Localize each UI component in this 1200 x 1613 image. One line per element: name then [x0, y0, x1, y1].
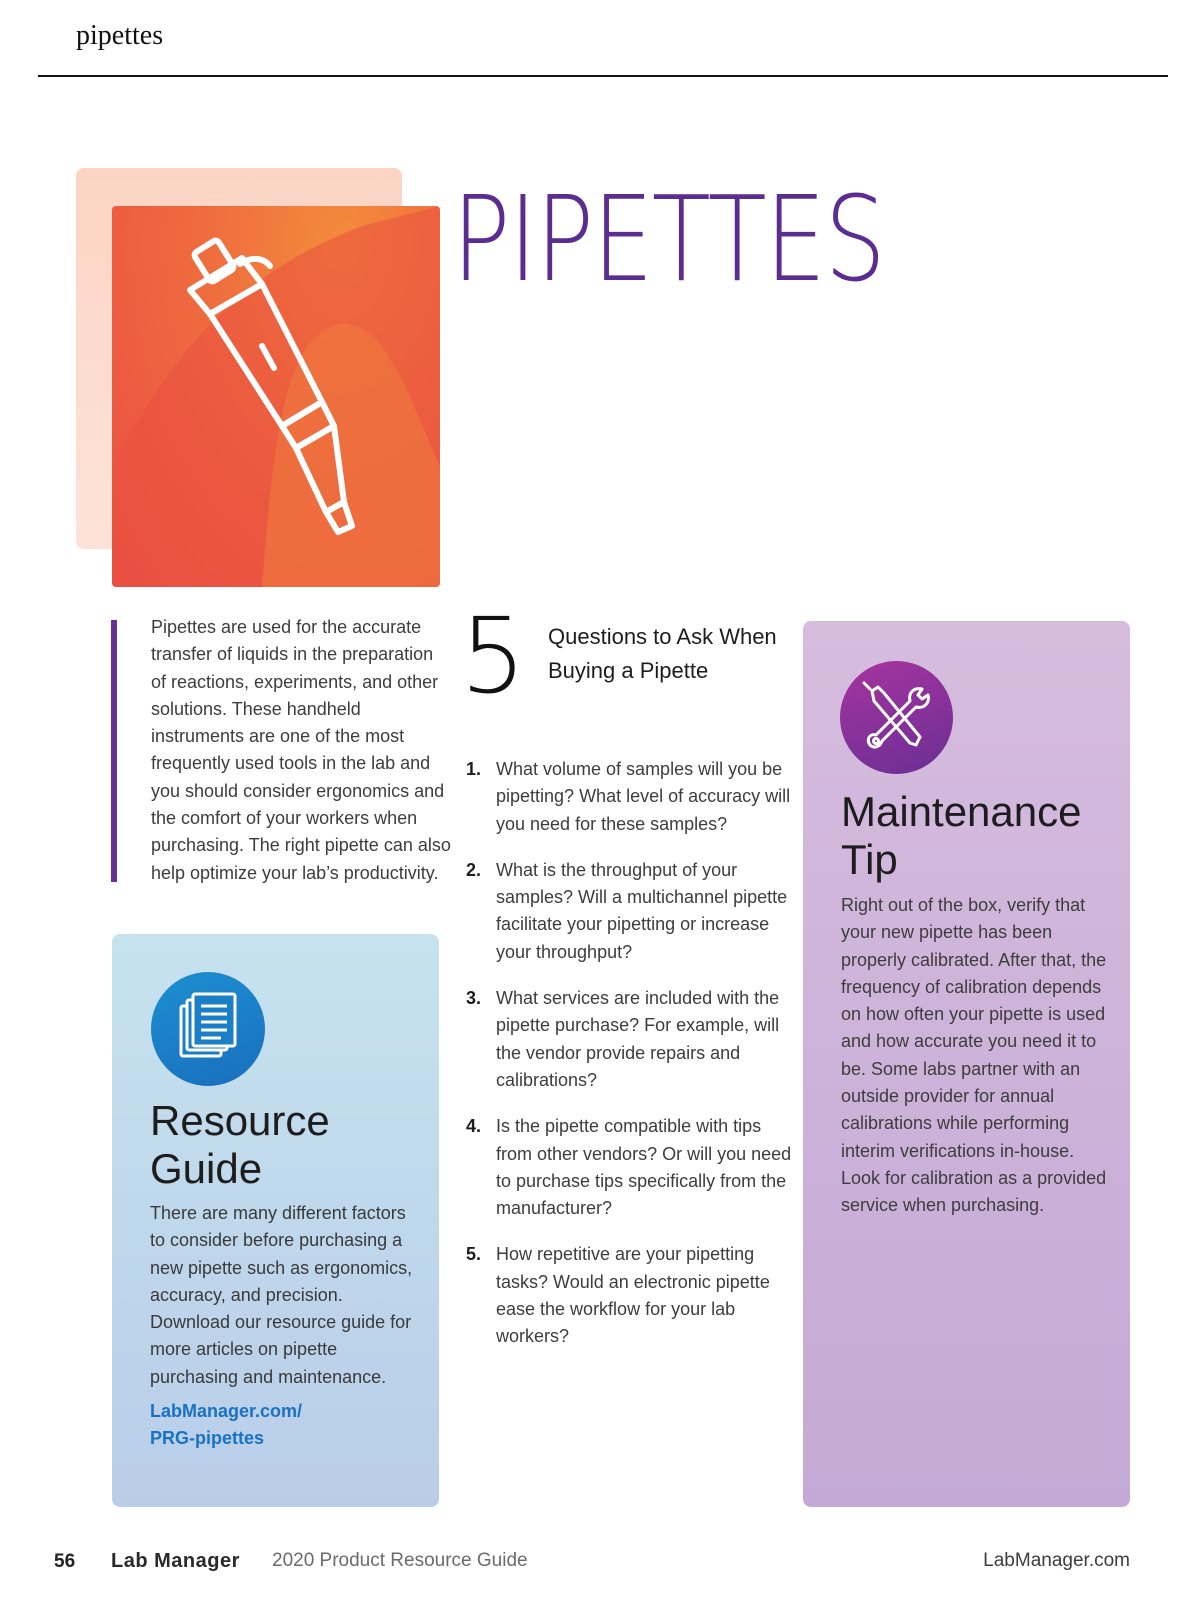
intro-paragraph: Pipettes are used for the accurate transfer of liquids in the preparation of reactions, experiments, and other solutions. These handheld instruments are one of the most frequently used tools in the lab and you should consider ergonomics and the comfort of your workers when purchasing. The right pipette can also help optimize your lab’s productivity. — [151, 617, 451, 883]
resource-guide-text: There are many different factors to consider before purchasing a new pipette such as ergonomics, accuracy, and precision. Download our resource guide for more articles on pipette purchasing and maintenance. — [150, 1203, 413, 1387]
question-item — [466, 756, 796, 838]
documents-icon — [151, 972, 265, 1086]
resource-link-line-2[interactable]: PRG-pipettes — [150, 1428, 265, 1448]
question-number: 5. — [466, 1244, 482, 1265]
question-number: 4. — [466, 1116, 482, 1137]
tip-icon-badge — [840, 661, 953, 774]
question-number: 1. — [466, 759, 482, 779]
page-number: 56 — [54, 1551, 76, 1572]
questions-list — [466, 756, 796, 1370]
question-item — [466, 985, 796, 1094]
footer-guide-title: 2020 Product Resource Guide — [272, 1550, 528, 1571]
resource-guide-link[interactable] — [150, 1398, 420, 1452]
questions-heading: Questions to Ask When Buying a Pipette — [548, 624, 777, 683]
pipette-icon — [112, 206, 440, 587]
question-number: 3. — [466, 988, 482, 1009]
running-head: pipettes — [76, 20, 164, 51]
question-text: What is the throughput of your samples? Will a multichannel pipette facilitate your pipetting or increase your throughput? — [496, 859, 788, 962]
question-number: 2. — [466, 859, 482, 880]
maintenance-tip-title: Maintenance Tip — [841, 788, 1082, 883]
resource-icon-badge — [151, 972, 265, 1086]
hero-image — [112, 206, 440, 587]
resource-guide-title: Resource Guide — [150, 1097, 330, 1192]
page-title: PIPETTES — [452, 170, 885, 308]
footer-website[interactable]: LabManager.com — [983, 1550, 1130, 1571]
question-text: How repetitive are your pipetting tasks? Would an electronic pipette ease the workflow for your lab workers? — [496, 1244, 770, 1347]
maintenance-tip-text: Right out of the box, verify that your new pipette has been properly calibrated. After that, the frequency of calibration depends on how often your pipette is used and how accurate you need it to be. Some labs partner with an outside provider for annual calibrations while performing interim verifications in-house. Look for calibration as a provided service when purchasing. — [841, 895, 1107, 1216]
question-item — [466, 1113, 796, 1222]
tools-icon — [840, 661, 953, 774]
question-item — [466, 1241, 796, 1350]
question-text: Is the pipette compatible with tips from other vendors? Or will you need to purchase tips specifically from the manufacturer? — [496, 1116, 792, 1219]
intro-accent-bar — [111, 620, 117, 882]
question-item — [466, 857, 796, 966]
question-text: What services are included with the pipette purchase? For example, will the vendor provide repairs and calibrations? — [496, 988, 780, 1090]
footer-brand: Lab Manager — [111, 1550, 240, 1572]
resource-link-line-1[interactable]: LabManager.com/ — [150, 1401, 303, 1421]
questions-number: 5 — [460, 595, 527, 717]
header-rule — [38, 75, 1168, 77]
question-text: What volume of samples will you be pipetting? What level of accuracy will you need for these samples? — [496, 759, 791, 834]
